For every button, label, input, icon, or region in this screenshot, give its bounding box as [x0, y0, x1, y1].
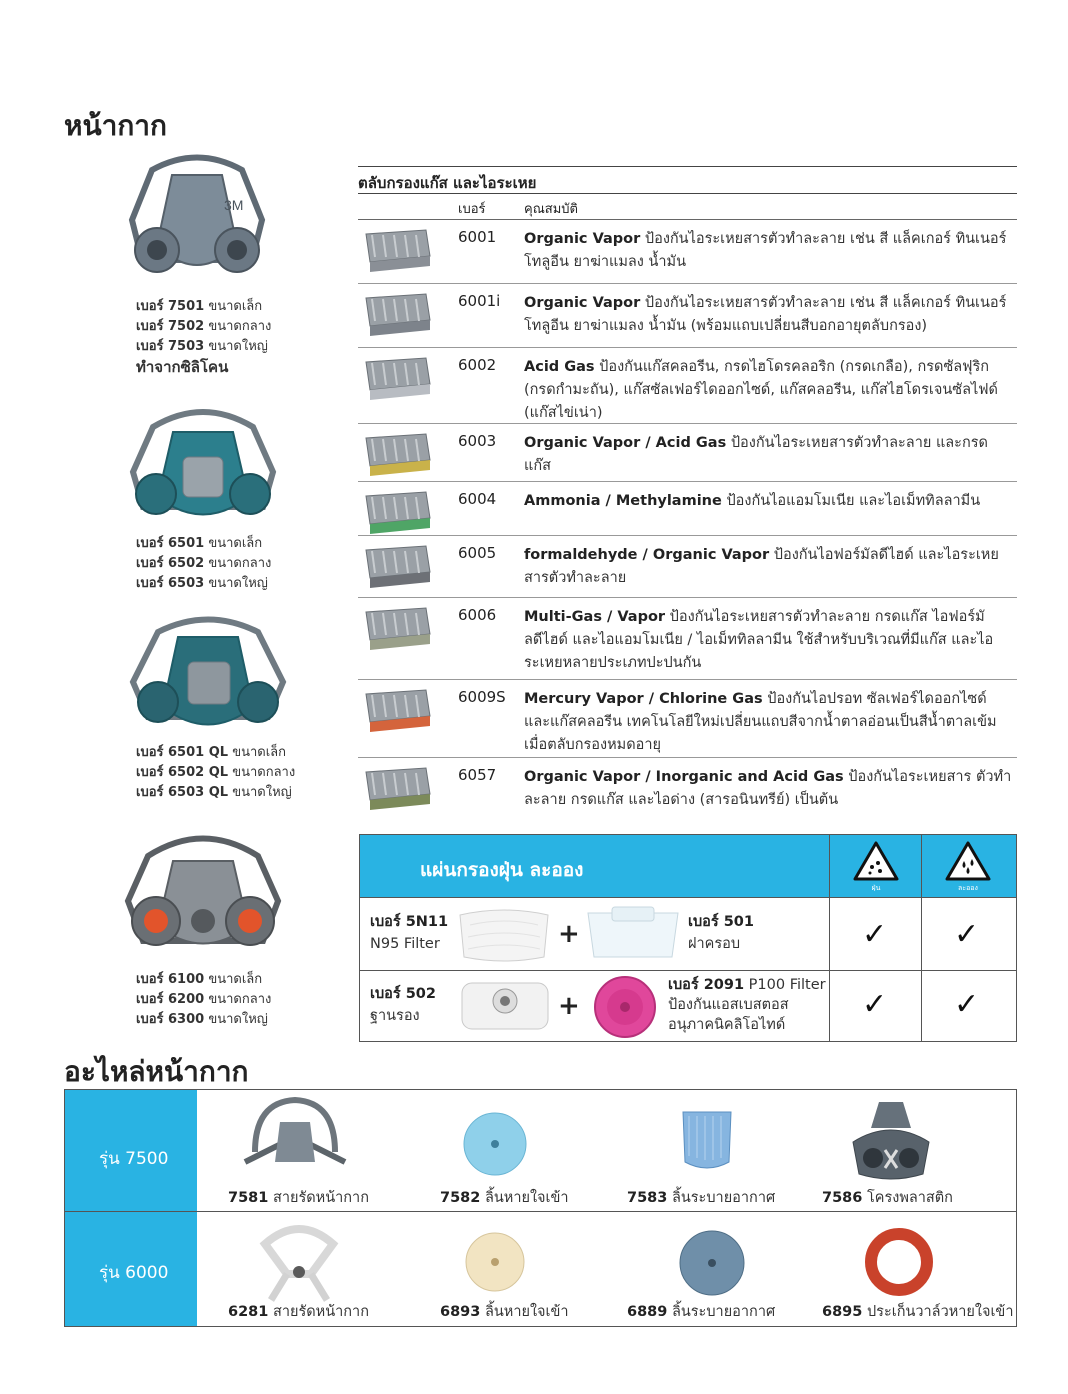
- cartridge-description: [524, 766, 1014, 812]
- cartridge-properties: ป้องกันไอระเหยสารตัวทำละลาย และกรดแก๊ส: [524, 435, 988, 474]
- cartridge-number: 6006: [458, 606, 497, 624]
- mask-line: เบอร์ 7503 ขนาดใหญ่: [136, 339, 268, 354]
- mask-7500-caption: [136, 297, 271, 377]
- mask-line: เบอร์ 6503 ขนาดใหญ่: [136, 576, 268, 591]
- row2-mist-check-icon: ✓: [954, 987, 980, 1022]
- mask-6000-caption: [136, 970, 271, 1030]
- part-name: สายรัดหน้ากาก: [268, 1304, 369, 1320]
- plus-icon: +: [558, 991, 580, 1021]
- mask-line: เบอร์ 6300 ขนาดใหญ่: [136, 1012, 268, 1027]
- col-number-header: เบอร์: [458, 202, 486, 217]
- cartridge-row: [358, 482, 1017, 536]
- mask-6500ql-image: [118, 612, 298, 737]
- cartridge-description: [524, 544, 1014, 590]
- cartridge-row: [358, 348, 1017, 424]
- cartridge-6057-image: [360, 762, 434, 814]
- part-7581-headharness-image: [235, 1092, 355, 1184]
- cartridge-type: Mercury Vapor / Chlorine Gas: [524, 691, 763, 707]
- cartridge-description: [524, 688, 1014, 757]
- cartridge-type: formaldehyde / Organic Vapor: [524, 547, 770, 563]
- part-code: 7582: [440, 1190, 481, 1206]
- cartridge-6006-image: [360, 602, 434, 654]
- mask-line: เบอร์ 6501 QL ขนาดเล็ก: [136, 745, 286, 760]
- part-6893-label: [440, 1300, 569, 1323]
- part-name: สายรัดหน้ากาก: [268, 1190, 369, 1206]
- mask-line: เบอร์ 6200 ขนาดกลาง: [136, 992, 272, 1007]
- dust-row2-right-label: เบอร์ 2091 P100 Filter ป้องกันแอสเบสตอส อนุภาคนิคลิโอไทด์: [668, 977, 826, 1033]
- cartridge-type: Multi-Gas / Vapor: [524, 609, 666, 625]
- cartridge-6009S-image: [360, 684, 434, 736]
- cartridge-type: Acid Gas: [524, 359, 595, 375]
- series-6000-cell: รุ่น 6000: [65, 1211, 197, 1326]
- part-name: ลิ้นหายใจเข้า: [480, 1304, 569, 1320]
- cartridge-table-header: [358, 194, 1017, 220]
- part-7582-inhalation-valve-image: [461, 1110, 529, 1178]
- mask-6500ql-caption: [136, 743, 295, 803]
- cartridge-6004-image: [360, 486, 434, 538]
- cartridge-number: 6057: [458, 766, 497, 784]
- cartridge-properties: ป้องกันไอระเหยสารตัวทำละลาย กรดแก๊ส ไอฟอร์มัลดีไฮด์ และไอแอมโมเนีย / ไอเม็ททิลลามีน ใช้สำหรับบริเวณที่มีแก๊ส และไอระเหยหลายประเภทปะปนกัน: [524, 609, 994, 671]
- cartridge-row: [358, 536, 1017, 598]
- cartridge-description: [524, 606, 1014, 675]
- part-7583-label: [627, 1186, 775, 1209]
- cartridge-properties: ป้องกันไอระเหยสารตัวทำละลาย เช่น สี แล็คเกอร์ ทินเนอร์ โทลูอีน ยาฆ่าแมลง น้ำมัน: [524, 231, 1007, 270]
- cartridge-6002-image: [360, 352, 434, 404]
- dust-table-header: [360, 835, 1016, 897]
- cartridge-type: Organic Vapor / Inorganic and Acid Gas: [524, 769, 844, 785]
- part-code: 7586: [822, 1190, 863, 1206]
- part-name: ลิ้นระบายอากาศ: [667, 1304, 776, 1320]
- dust-row1-right-label: เบอร์ 501 ฝาครอบ: [688, 914, 754, 952]
- part-code: 6893: [440, 1304, 481, 1320]
- plus-icon: +: [558, 919, 580, 949]
- dust-table-title: แผ่นกรองฝุ่น ละออง: [420, 859, 584, 881]
- part-code: 6281: [228, 1304, 269, 1320]
- cartridge-table-title: ตลับกรองแก๊ส และไอระเหย: [358, 166, 1017, 194]
- cartridge-number: 6001i: [458, 292, 501, 310]
- mask-6500-caption: [136, 534, 271, 594]
- mask-line: เบอร์ 7502 ขนาดกลาง: [136, 319, 272, 334]
- mask-line: เบอร์ 6502 QL ขนาดกลาง: [136, 765, 296, 780]
- cartridge-number: 6004: [458, 490, 497, 508]
- mask-material-note: ทำจากซิลิโคน: [136, 358, 229, 376]
- part-6281-headharness-image: [251, 1214, 347, 1306]
- mask-line: เบอร์ 6501 ขนาดเล็ก: [136, 536, 263, 551]
- cartridge-type: Organic Vapor: [524, 295, 641, 311]
- masks-heading: หน้ากาก: [64, 109, 167, 142]
- cartridge-type: Organic Vapor / Acid Gas: [524, 435, 727, 451]
- cartridge-description: [524, 432, 1014, 478]
- part-6895-valve-gasket-image: [863, 1226, 935, 1298]
- col-property-header: คุณสมบัติ: [524, 202, 578, 217]
- cartridge-number: 6002: [458, 356, 497, 374]
- dust-hazard-icon: [852, 839, 900, 891]
- cartridge-properties: ป้องกันไอระเหยสารตัวทำละลาย เช่น สี แล็คเกอร์ ทินเนอร์ โทลูอีน ยาฆ่าแมลง น้ำมัน (พร้อมแถบเปลี่ยนสีบอกอายุตลับกรอง): [524, 295, 1007, 334]
- cartridge-properties: ป้องกันไอแอมโมเนีย และไอเม็ททิลลามีน: [721, 493, 981, 509]
- part-6281-label: [228, 1300, 369, 1323]
- n95-filter-pad-image: [456, 905, 552, 963]
- cartridge-row: [358, 598, 1017, 680]
- part-6893-inhalation-valve-image: [463, 1230, 527, 1294]
- cartridge-6005-image: [360, 540, 434, 592]
- cartridge-description: [524, 490, 1014, 513]
- mask-line: เบอร์ 6503 QL ขนาดใหญ่: [136, 785, 292, 800]
- cartridge-properties: ป้องกันไอฟอร์มัลดีไฮด์ และไอระเหยสารตัวทำละลาย: [524, 547, 999, 586]
- part-7586-label: [822, 1186, 953, 1209]
- cartridge-number: 6009S: [458, 688, 506, 706]
- part-name: โครงพลาสติก: [862, 1190, 953, 1206]
- mask-6000-image: [118, 826, 288, 961]
- cartridge-number: 6003: [458, 432, 497, 450]
- row1-mist-check-icon: ✓: [954, 917, 980, 952]
- row1-dust-check-icon: ✓: [862, 917, 888, 952]
- part-code: 7581: [228, 1190, 269, 1206]
- svg-text:ละออง: ละออง: [958, 884, 978, 891]
- part-6889-label: [627, 1300, 775, 1323]
- series-7500-cell: รุ่น 7500: [65, 1090, 197, 1211]
- mask-line: เบอร์ 6502 ขนาดกลาง: [136, 556, 272, 571]
- dust-filter-table: [359, 834, 1017, 1042]
- part-name: ลิ้นหายใจเข้า: [480, 1190, 569, 1206]
- dust-row1-left-label: เบอร์ 5N11 N95 Filter: [370, 914, 449, 952]
- cartridge-row: [358, 424, 1017, 482]
- cartridge-type: Ammonia / Methylamine: [524, 493, 722, 509]
- part-7582-label: [440, 1186, 569, 1209]
- cartridge-type: Organic Vapor: [524, 231, 641, 247]
- cartridge-6001-image: [360, 224, 434, 276]
- cartridge-description: [524, 292, 1014, 338]
- spare-parts-table: [64, 1089, 1017, 1327]
- p100-filter-2091-image: [588, 975, 662, 1039]
- part-7586-plastic-frame-image: [843, 1098, 939, 1184]
- cartridge-description: [524, 356, 1014, 425]
- part-6895-label: [822, 1300, 1014, 1323]
- cartridge-6003-image: [360, 428, 434, 480]
- cartridge-row: [358, 284, 1017, 348]
- part-code: 6889: [627, 1304, 668, 1320]
- cartridge-row: [358, 758, 1017, 810]
- part-6889-exhalation-valve-image: [677, 1228, 747, 1298]
- row2-dust-check-icon: ✓: [862, 987, 888, 1022]
- cartridge-row: [358, 220, 1017, 284]
- filter-adapter-502-image: [458, 977, 552, 1035]
- svg-text:ฝุ่น: ฝุ่น: [871, 884, 881, 891]
- mask-line: เบอร์ 7501 ขนาดเล็ก: [136, 299, 263, 314]
- part-code: 6895: [822, 1304, 863, 1320]
- cartridge-number: 6001: [458, 228, 497, 246]
- mask-line: เบอร์ 6100 ขนาดเล็ก: [136, 972, 263, 987]
- part-name: ประเก็นวาล์วหายใจเข้า: [862, 1304, 1014, 1320]
- mask-6500-image: [118, 402, 288, 527]
- svg-text:3M: 3M: [224, 197, 244, 213]
- part-7583-exhalation-valve-image: [677, 1106, 737, 1176]
- dust-row2-left-label: เบอร์ 502 ฐานรอง: [370, 986, 436, 1024]
- cartridge-number: 6005: [458, 544, 497, 562]
- cartridge-description: [524, 228, 1014, 274]
- spare-parts-heading: อะไหล่หน้ากาก: [64, 1055, 249, 1088]
- cartridge-properties: ป้องกันไอปรอท ซัลเฟอร์ไดออกไซด์ และแก๊สคลอรีน เทคโนโลยีใหม่เปลี่ยนแถบสีจากน้ำตาลอ่อนเป็นสีน้ำตาลเข้ม เมื่อตลับกรองหมดอายุ: [524, 691, 997, 753]
- mist-hazard-icon: [944, 839, 992, 891]
- part-name: ลิ้นระบายอากาศ: [667, 1190, 776, 1206]
- cartridge-6001i-image: [360, 288, 434, 340]
- part-code: 7583: [627, 1190, 668, 1206]
- cartridge-properties: ป้องกันไอระเหยสาร ตัวทำละลาย กรดแก๊ส และไอด่าง (สารอนินทรีย์) เป็นต้น: [524, 769, 1012, 808]
- part-7581-label: [228, 1186, 369, 1209]
- cartridge-row: [358, 680, 1017, 758]
- filter-retainer-501-image: [582, 905, 684, 965]
- cartridge-properties: ป้องกันแก๊สคลอรีน, กรดไฮโดรคลอริก (กรดเกลือ), กรดซัลฟุริก (กรดกำมะถัน), แก๊สซัลเฟอร์ไดออกไซด์, แก๊สคลอรีน, แก๊สไฮโดรเจนซัลไฟด์ (แก๊สไข่เน่า): [524, 359, 998, 421]
- mask-7500-image: [112, 150, 282, 290]
